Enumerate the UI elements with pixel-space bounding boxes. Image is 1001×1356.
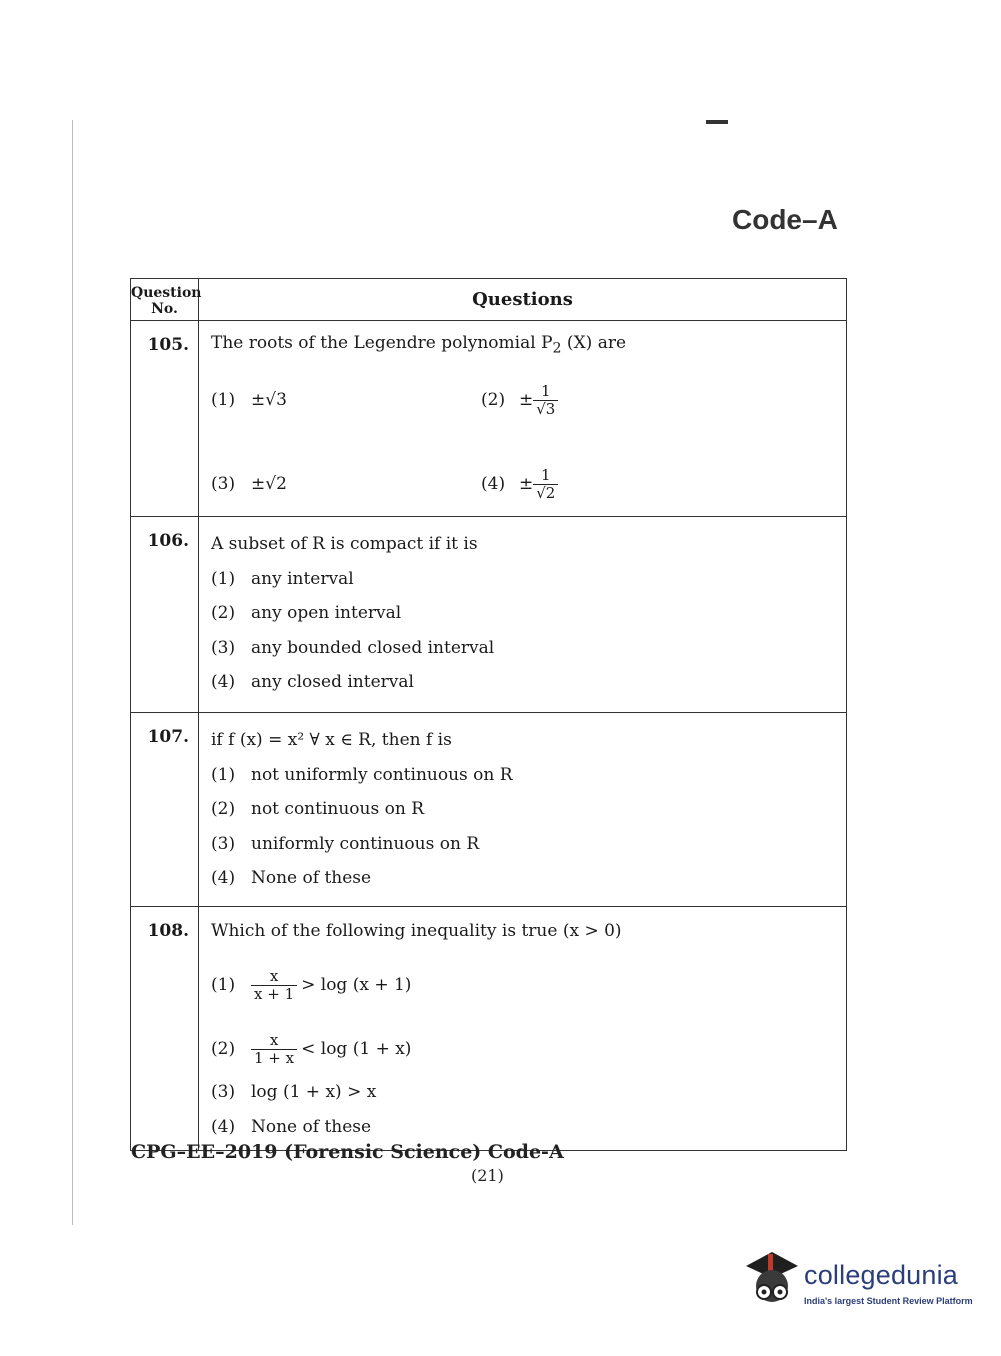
option: (3) log (1 + x) > x xyxy=(211,1082,377,1103)
question-number: 108. xyxy=(131,907,199,1151)
fraction: $\frac{1}{√3}$ xyxy=(533,383,558,418)
questions-table xyxy=(130,278,847,1151)
option: (3) ±√2 xyxy=(211,474,287,495)
option: (1) any interval xyxy=(211,568,354,589)
table-row xyxy=(131,517,847,713)
option: (1) not uniformly continuous on R xyxy=(211,764,513,785)
question-stem: The roots of the Legendre polynomial $P_2$ (X) are xyxy=(211,333,627,357)
exam-footer-title: CPG–EE–2019 (Forensic Science) Code-A xyxy=(131,1141,564,1163)
header-question-label: Question xyxy=(131,284,202,301)
question-body xyxy=(199,713,847,907)
option: (1) ±√3 xyxy=(211,390,287,411)
graduate-mascot-icon xyxy=(742,1248,802,1312)
fraction: $\frac{x}{x + 1}$ xyxy=(251,968,297,1003)
question-stem: Which of the following inequality is true (x > 0) xyxy=(211,921,622,942)
table-header-row xyxy=(131,279,847,321)
option: (2) not continuous on R xyxy=(211,799,424,820)
question-stem: A subset of R is compact if it is xyxy=(211,534,478,555)
option: (4) None of these xyxy=(211,1116,372,1137)
option: (4) ± $\frac{1}{√2}$ xyxy=(481,452,781,516)
page-number: (21) xyxy=(471,1166,504,1185)
option: (2) $\frac{x}{1 + x}$ < log (1 + x) xyxy=(211,1030,412,1067)
fraction: $\frac{x}{1 + x}$ xyxy=(251,1032,297,1067)
option: (1) $\frac{x}{x + 1}$ > log (x + 1) xyxy=(211,966,412,1003)
option: (2) any open interval xyxy=(211,603,402,624)
questions-header: Questions xyxy=(199,279,847,321)
table-row xyxy=(131,907,847,1151)
options-grid xyxy=(211,368,846,516)
question-no-header xyxy=(131,279,202,321)
scan-margin-line xyxy=(72,120,73,1225)
option: (4) None of these xyxy=(211,868,372,889)
question-body xyxy=(199,517,847,713)
question-number: 107. xyxy=(131,713,199,907)
question-body xyxy=(199,321,847,517)
scan-mark xyxy=(706,120,728,124)
option: (4) any closed interval xyxy=(211,672,414,693)
page-code-label: Code–A xyxy=(732,204,838,235)
logo-tagline: India's largest Student Review Platform xyxy=(804,1296,973,1306)
logo-name: collegedunia xyxy=(804,1260,959,1290)
table-row xyxy=(131,713,847,907)
table-row xyxy=(131,321,847,517)
question-stem: if f (x) = x² ∀ x ∈ R, then f is xyxy=(211,730,452,751)
header-no-label: No. xyxy=(151,300,178,317)
fraction: $\frac{1}{√2}$ xyxy=(533,467,558,502)
option: (2) ± $\frac{1}{√3}$ xyxy=(481,368,781,432)
question-body xyxy=(199,907,847,1151)
option: (3) uniformly continuous on R xyxy=(211,833,480,854)
option: (3) any bounded closed interval xyxy=(211,637,495,658)
question-number: 105. xyxy=(131,321,199,517)
question-number: 106. xyxy=(131,517,199,713)
collegedunia-logo[interactable] xyxy=(742,1248,972,1318)
